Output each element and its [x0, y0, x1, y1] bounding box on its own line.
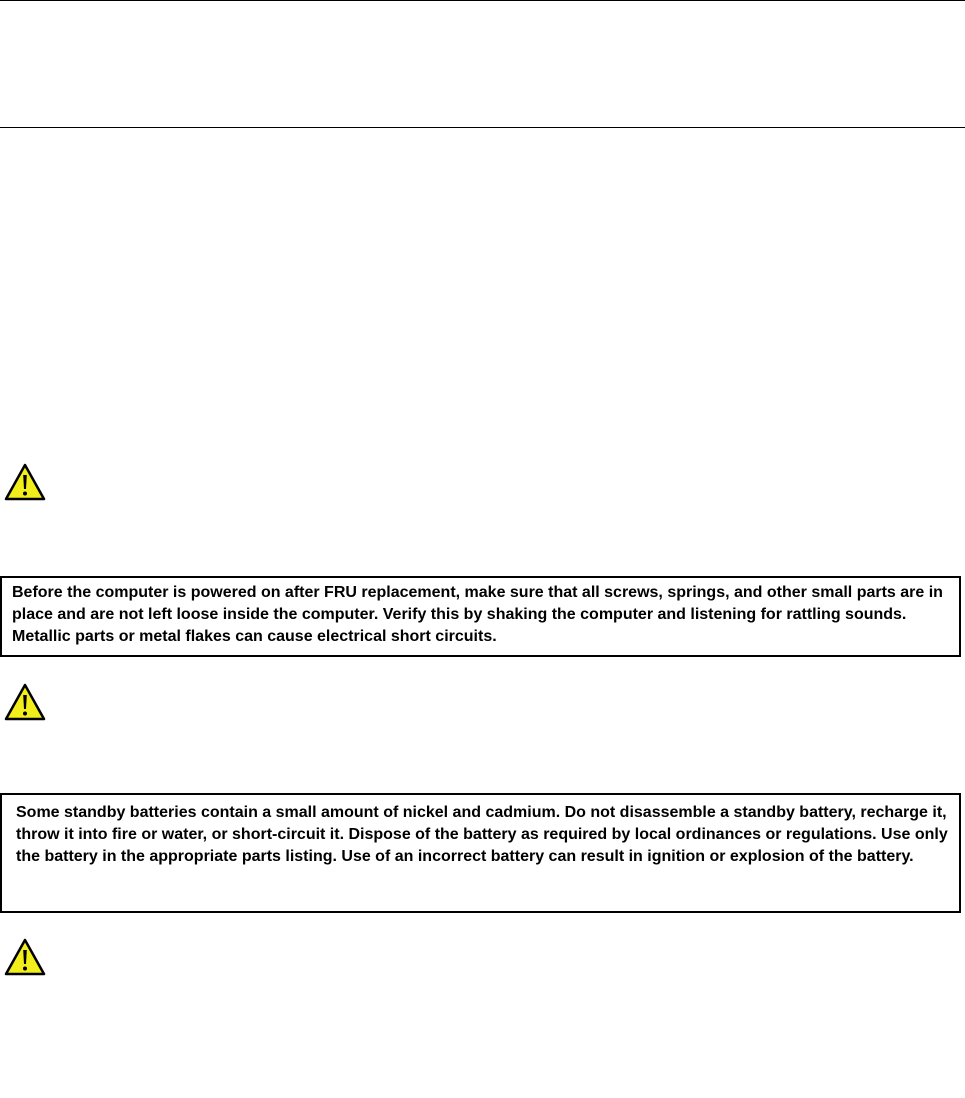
warning-triangle-icon — [3, 937, 47, 977]
warning-text: Some standby batteries contain a small amount of nickel and cadmium. Do not disassemble a standby battery, recharge it, throw it into fire or water, or short-circuit it. Dispose of the battery as required by local ordinances or regulations. Use only the battery in the appropriate parts listing. Use of an incorrect battery can result in ignition or explosion of the battery. — [16, 804, 948, 865]
top-rule — [0, 0, 965, 1]
warning-triangle-icon — [3, 462, 47, 502]
warning-box-fru-replacement — [0, 576, 961, 657]
header-rule — [0, 127, 965, 128]
warning-triangle-icon — [3, 682, 47, 722]
warning-box-standby-battery — [0, 793, 961, 913]
warning-text: Before the computer is powered on after FRU replacement, make sure that all screws, springs, and other small parts are in place and are not left loose inside the computer. Verify this by shaking the computer and listening for rattling sounds. Metallic parts or metal flakes can cause electrical short circuits. — [12, 584, 943, 645]
